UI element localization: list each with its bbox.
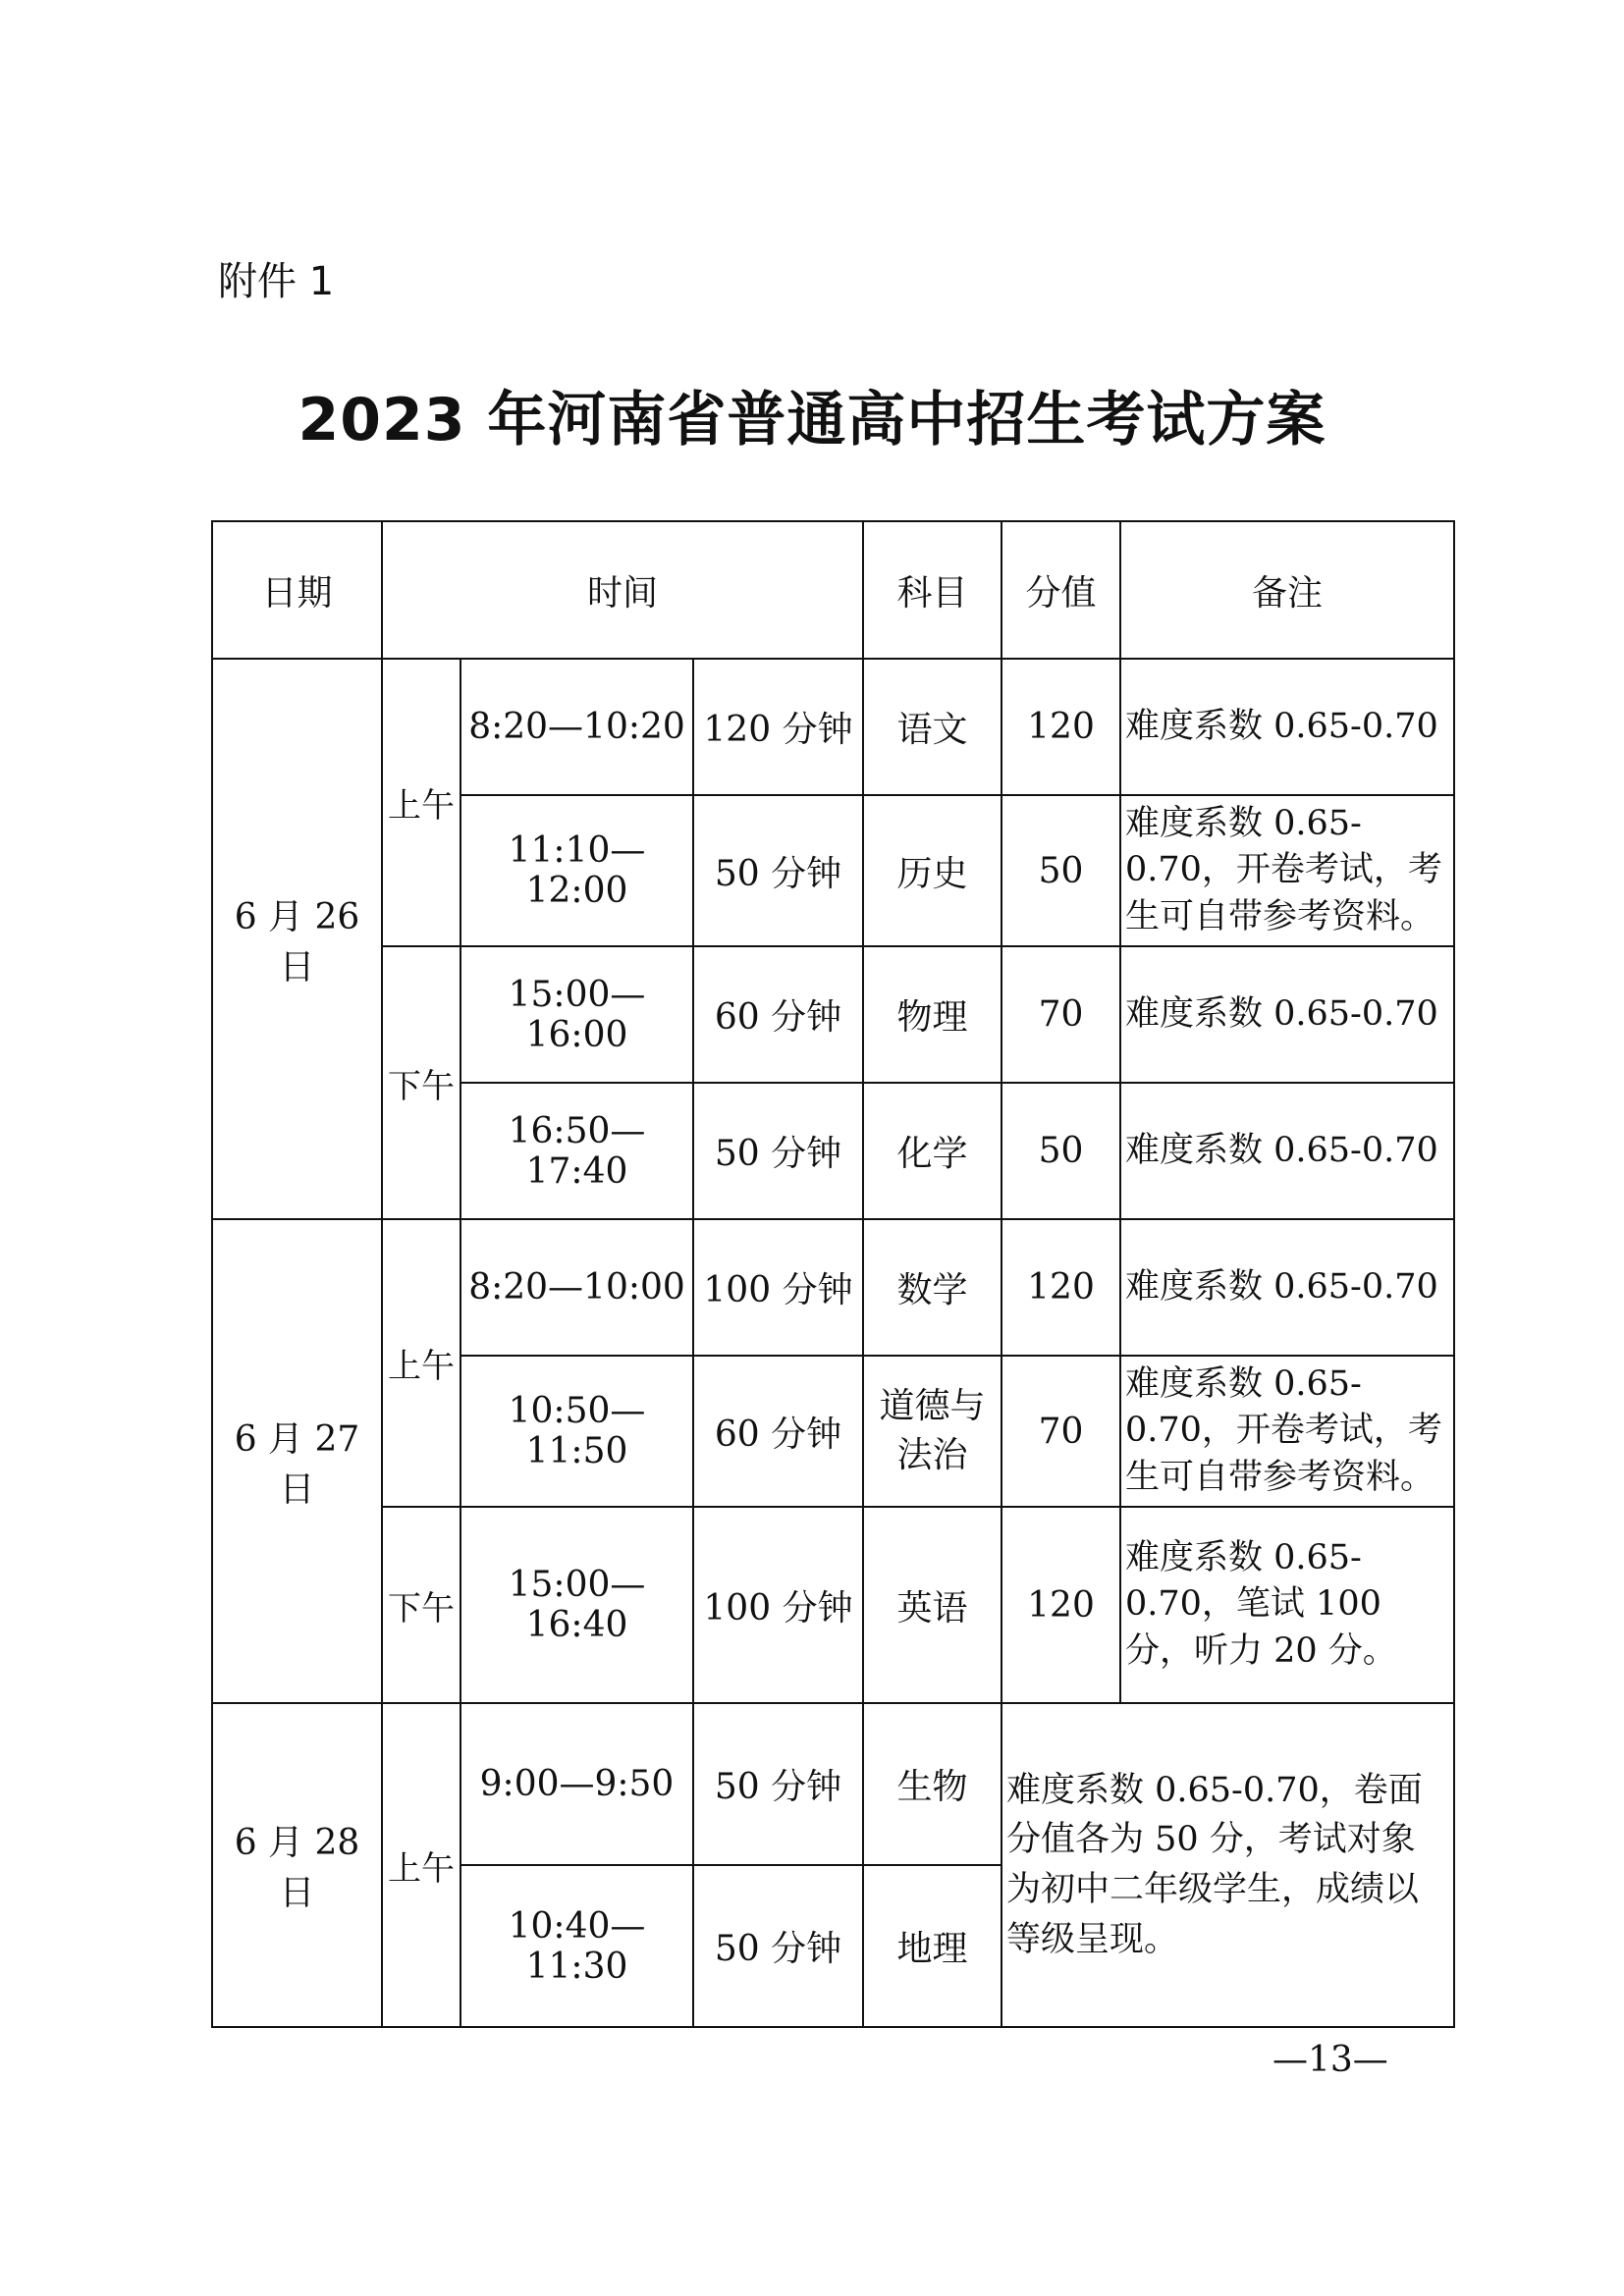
remarks-cell: 难度系数 0.65-0.70	[1120, 946, 1454, 1083]
duration-cell: 50 分钟	[693, 1083, 863, 1219]
page-number: —13—	[1272, 2040, 1388, 2080]
remarks-cell: 难度系数 0.65-0.70	[1120, 1219, 1454, 1356]
time-cell: 15:00—16:40	[460, 1507, 693, 1703]
duration-cell: 50 分钟	[693, 1865, 863, 2027]
time-cell: 16:50—17:40	[460, 1083, 693, 1219]
subject-cell: 道德与法治	[863, 1356, 1001, 1507]
table-row	[212, 659, 1454, 795]
remarks-cell: 难度系数 0.65-0.70	[1120, 1083, 1454, 1219]
duration-cell: 50 分钟	[693, 795, 863, 946]
time-cell: 8:20—10:00	[460, 1219, 693, 1356]
half-day-cell: 下午	[382, 1507, 460, 1703]
table-row	[212, 1219, 1454, 1356]
duration-cell: 60 分钟	[693, 1356, 863, 1507]
time-cell: 8:20—10:20	[460, 659, 693, 795]
score-cell: 120	[1001, 1219, 1120, 1356]
remarks-cell: 难度系数 0.65-0.70，开卷考试，考生可自带参考资料。	[1120, 795, 1454, 946]
score-cell: 70	[1001, 1356, 1120, 1507]
time-cell: 10:40—11:30	[460, 1865, 693, 2027]
duration-cell: 50 分钟	[693, 1703, 863, 1865]
remarks-cell: 难度系数 0.65-0.70，卷面分值各为 50 分，考试对象为初中二年级学生，成绩以等级呈现。	[1001, 1703, 1454, 2027]
score-cell: 120	[1001, 1507, 1120, 1703]
subject-cell: 地理	[863, 1865, 1001, 2027]
time-cell: 15:00—16:00	[460, 946, 693, 1083]
duration-cell: 100 分钟	[693, 1219, 863, 1356]
header-time: 时间	[382, 521, 863, 659]
subject-cell: 数学	[863, 1219, 1001, 1356]
score-cell: 50	[1001, 1083, 1120, 1219]
subject-cell: 语文	[863, 659, 1001, 795]
subject-cell: 英语	[863, 1507, 1001, 1703]
header-subject: 科目	[863, 521, 1001, 659]
header-row	[212, 521, 1454, 659]
exam-schedule-table	[211, 520, 1455, 2028]
time-cell: 11:10—12:00	[460, 795, 693, 946]
half-day-cell: 上午	[382, 1703, 460, 2027]
score-cell: 70	[1001, 946, 1120, 1083]
header-score: 分值	[1001, 521, 1120, 659]
date-cell: 6 月 26 日	[212, 659, 382, 1219]
subject-cell: 化学	[863, 1083, 1001, 1219]
duration-cell: 100 分钟	[693, 1507, 863, 1703]
table-row	[212, 1703, 1454, 1865]
half-day-cell: 上午	[382, 659, 460, 946]
date-cell: 6 月 28 日	[212, 1703, 382, 2027]
header-date: 日期	[212, 521, 382, 659]
subject-cell: 生物	[863, 1703, 1001, 1865]
page-title: 2023 年河南省普通高中招生考试方案	[298, 386, 1326, 454]
time-cell: 9:00—9:50	[460, 1703, 693, 1865]
duration-cell: 120 分钟	[693, 659, 863, 795]
score-cell: 50	[1001, 795, 1120, 946]
half-day-cell: 上午	[382, 1219, 460, 1507]
header-remarks: 备注	[1120, 521, 1454, 659]
subject-cell: 历史	[863, 795, 1001, 946]
attachment-label: 附件 1	[218, 259, 335, 304]
subject-cell: 物理	[863, 946, 1001, 1083]
time-cell: 10:50—11:50	[460, 1356, 693, 1507]
remarks-cell: 难度系数 0.65-0.70，笔试 100 分，听力 20 分。	[1120, 1507, 1454, 1703]
duration-cell: 60 分钟	[693, 946, 863, 1083]
remarks-cell: 难度系数 0.65-0.70	[1120, 659, 1454, 795]
table-row	[212, 1507, 1454, 1703]
table-row	[212, 946, 1454, 1083]
score-cell: 120	[1001, 659, 1120, 795]
remarks-cell: 难度系数 0.65-0.70，开卷考试，考生可自带参考资料。	[1120, 1356, 1454, 1507]
date-cell: 6 月 27 日	[212, 1219, 382, 1703]
half-day-cell: 下午	[382, 946, 460, 1219]
